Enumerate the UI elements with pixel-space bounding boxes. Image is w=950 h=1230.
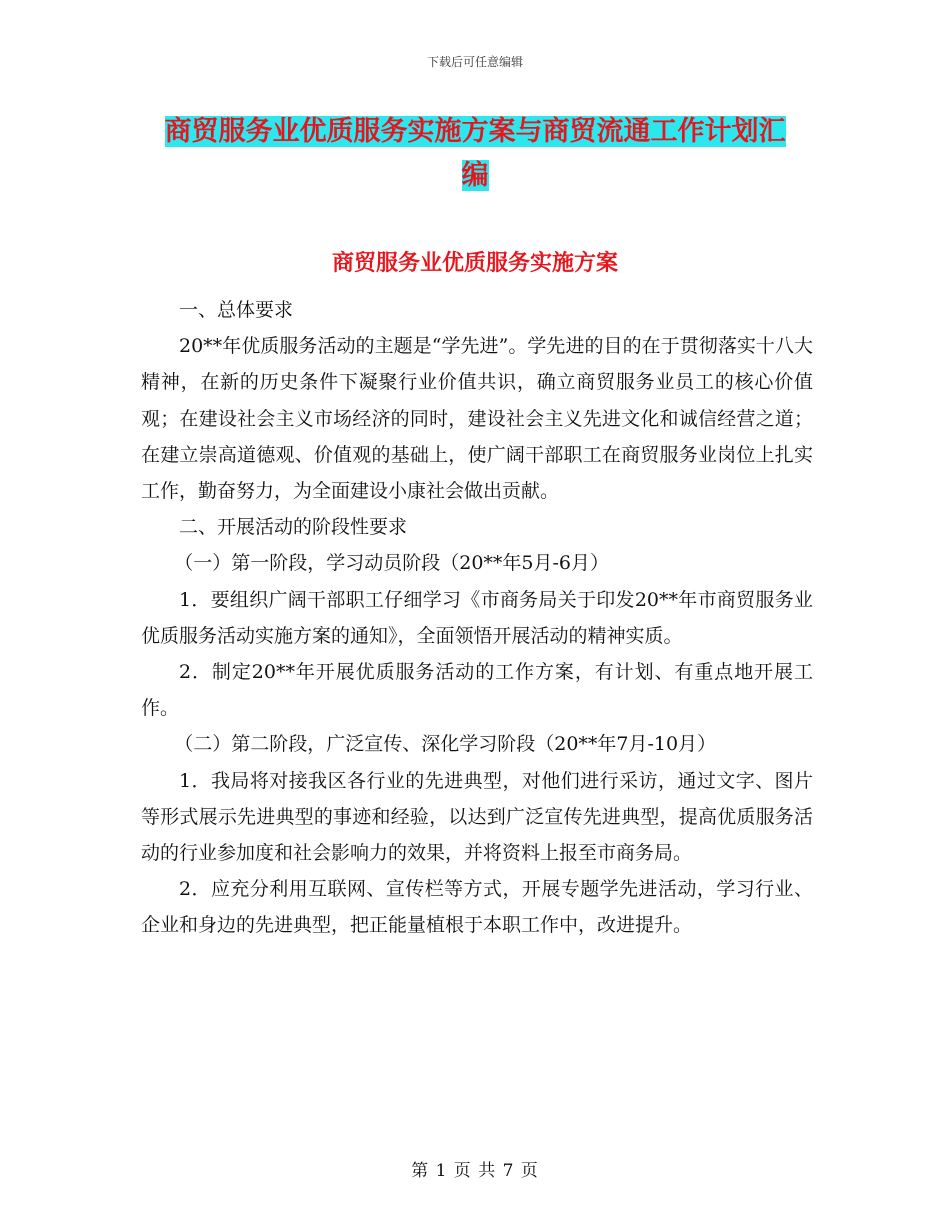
paragraph: 2．应充分利用互联网、宣传栏等方式，开展专题学先进活动，学习行业、企业和身边的先进典型，把正能量植根于本职工作中，改进提升。: [141, 878, 813, 937]
header-note: 下载后可任意编辑: [426, 55, 523, 69]
paragraph: 2．制定20**年开展优质服务活动的工作方案，有计划、有重点地开展工作。: [141, 661, 813, 720]
title-line-1: 商贸服务业优质服务实施方案与商贸流通工作计划汇: [164, 116, 786, 147]
paragraph: 20**年优质服务活动的主题是“学先进”。学先进的目的在于贯彻落实十八大精神，在新的历史条件下凝聚行业价值共识，确立商贸服务业员工的核心价值观；在建设社会主义市场经济的同时，建设社会主义先进文化和诚信经营之道；在建立崇高道德观、价值观的基础上，使广阔干部职工在商贸服务业岗位上扎实工作，勤奋努力，为全面建设小康社会做出贡献。: [141, 335, 813, 503]
paragraph: 二、开展活动的阶段性要求: [179, 516, 408, 539]
paragraph: 一、总体要求: [179, 299, 294, 321]
document-title: [140, 110, 810, 198]
paragraph: （二）第二阶段，广泛宣传、深化学习阶段（20**年7月-10月）: [174, 733, 717, 756]
section-title: 商贸服务业优质服务实施方案: [331, 250, 618, 276]
title-line-2: 编: [461, 160, 489, 191]
page-number: 第 1 页 共 7 页: [411, 1161, 539, 1181]
paragraph: 1．要组织广阔干部职工仔细学习《市商务局关于印发20**年市商贸服务业优质服务活动实施方案的通知》，全面领悟开展活动的精神实质。: [141, 588, 813, 647]
paragraph: 1．我局将对接我区各行业的先进典型，对他们进行采访，通过文字、图片等形式展示先进典型的事迹和经验，以达到广泛宣传先进典型，提高优质服务活动的行业参加度和社会影响力的效果，并将资料上报至市商务局。: [141, 769, 813, 865]
paragraph: （一）第一阶段，学习动员阶段（20**年5月-6月）: [174, 552, 610, 575]
body-text: [141, 292, 813, 944]
